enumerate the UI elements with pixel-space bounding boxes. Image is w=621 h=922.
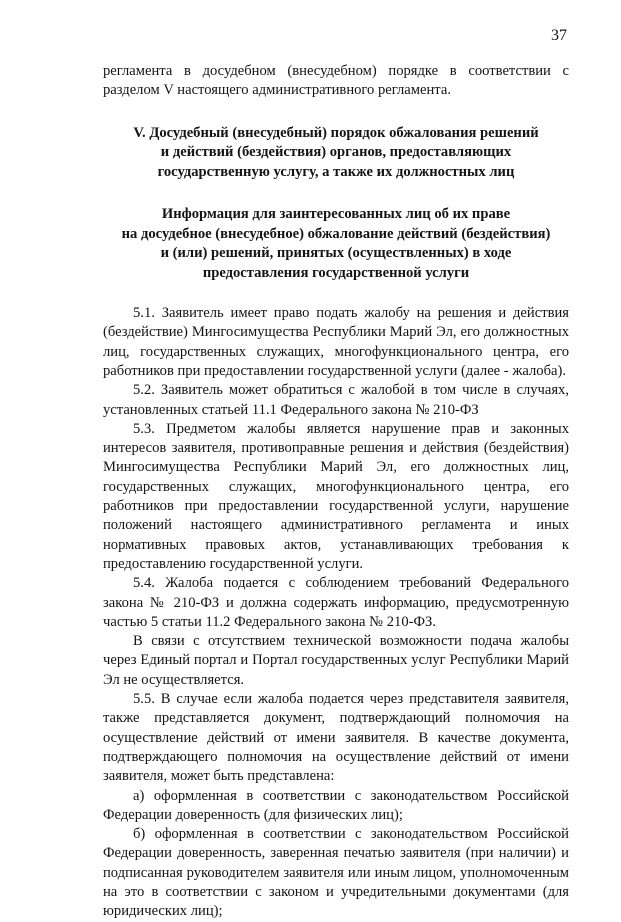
list-item-a: а) оформленная в соответствии с законодательством Российской Федерации доверенность (для физических лиц); [103, 787, 569, 823]
list-item-b: б) оформленная в соответствии с законодательством Российской Федерации доверенность, заверенная печатью заявителя (при наличии) и подписанная руководителем заявителя или иным лицом, уполномоченным на это в соответствии с законом и учредительными документами (для юридических лиц); [103, 826, 569, 920]
paragraph-5-5: 5.5. В случае если жалоба подается через представителя заявителя, также представляется документ, подтверждающий полномочия на осуществление действий от имени заявителя. В качестве документа, подтверждающего полномочия на осуществление действий от имени заявителя, может быть представлена: [103, 691, 569, 785]
intro-paragraph: регламента в досудебном (внесудебном) порядке в соответствии с разделом V настоящего административного регламента. [103, 63, 569, 99]
subheading-line: и (или) решений, принятых (осуществленных) в ходе [160, 245, 512, 262]
subheading-line: Информация для заинтересованных лиц об их праве [161, 206, 511, 223]
section-heading-line: и действий (бездействия) органов, предоставляющих [160, 144, 512, 161]
subheading-line: предоставления государственной услуги [202, 264, 470, 281]
section-heading [103, 124, 569, 183]
paragraph-portal-note: В связи с отсутствием технической возможности подача жалобы через Единый портал и Портал государственных услуг Республики Марий Эл не осуществляется. [103, 633, 569, 688]
page-content [103, 62, 569, 922]
paragraph-5-3: 5.3. Предметом жалобы является нарушение прав и законных интересов заявителя, противоправные решения и действия (бездействия) Мингосимущества Республики Марий Эл, его должностных лиц, государственных служащих, многофункционального центра, его работников при предоставлении государственной услуги, нарушение положений настоящего административного регламента и иных нормативных правовых актов, устанавливающих требования к предоставлению государственной услуги. [103, 420, 569, 572]
subheading-line: на досудебное (внесудебное) обжалование действий (бездействия) [121, 225, 551, 242]
paragraph-5-2: 5.2. Заявитель может обратиться с жалобой в том числе в случаях, установленных статьей 11.1 Федерального закона № 210-ФЗ [103, 382, 569, 418]
paragraph-5-1: 5.1. Заявитель имеет право подать жалобу на решения и действия (бездействие) Мингосимущества Республики Марий Эл, его должностных лиц, государственных служащих, многофункционального центра, его работников при предоставлении государственной услуги (далее - жалоба). [103, 305, 569, 379]
section-heading-line: государственную услугу, а также их должностных лиц [157, 163, 515, 180]
section-heading-line: V. Досудебный (внесудебный) порядок обжалования решений [133, 124, 539, 141]
page-number: 37 [551, 27, 567, 44]
paragraph-5-4: 5.4. Жалоба подается с соблюдением требований Федерального закона № 210-ФЗ и должна содержать информацию, предусмотренную частью 5 статьи 11.2 Федерального закона № 210-ФЗ. [103, 575, 569, 630]
subheading [103, 205, 569, 283]
